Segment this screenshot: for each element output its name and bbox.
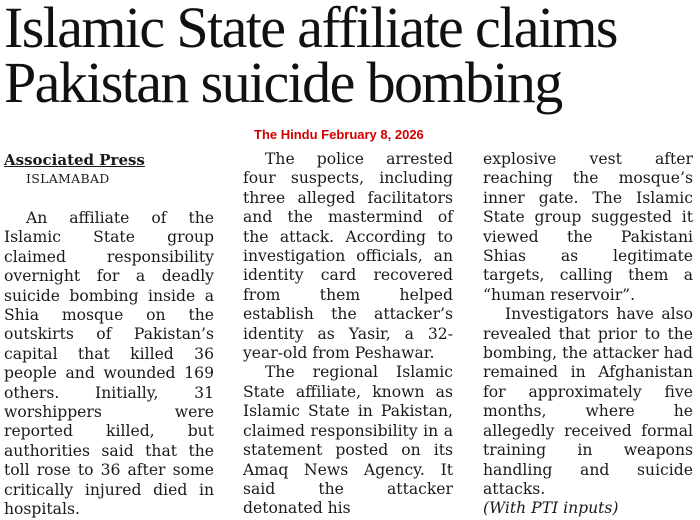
article-column-3 (483, 150, 693, 519)
paragraph-3-end: explosive vest after reaching the mosque’s inner gate. The Islamic State group suggested it viewed the Pakistani Shias as legitimate targets, calling them a “human reservoir”. (483, 150, 693, 304)
paragraph-3-start: The regional Islamic State affiliate, known as Islamic State in Pakistan, claimed responsibility in a statement posted on its Amaq News Agency. It said the attacker detonated his (243, 363, 453, 518)
article-column-1 (4, 150, 214, 520)
credit-line: (With PTI inputs) (483, 499, 619, 518)
dateline: ISLAMABAD (26, 171, 110, 186)
paragraph-2: The police arrested four suspects, including three alleged facilitators and the mastermind of the attack. According to investigation officials, an identity card recovered from them helped establish the attacker’s identity as Yasir, a 32-year-old from Peshawar. (243, 150, 453, 363)
article-headline (4, 0, 698, 115)
headline-line-2: Pakistan suicide bombing (4, 50, 562, 115)
paragraph-4: Investigators have also revealed that prior to the bombing, the attacker had remained in Afghanistan for approximately five months, where he allegedly received formal training in weapons handling and suicide attacks. (483, 305, 693, 498)
article-column-2 (243, 150, 453, 519)
source-line: The Hindu February 8, 2026 (254, 127, 424, 142)
byline: Associated Press (4, 151, 145, 169)
paragraph-1: An affiliate of the Islamic State group claimed responsibility overnight for a deadly suicide bombing inside a Shia mosque on the outskirts of Pakistan’s capital that killed 36 people and wounded 169 others. Initially, 31 worshippers were reported killed, but authorities said that the toll rose to 36 after some critically injured died in hospitals. (4, 209, 214, 519)
headline-line-1: Islamic State affiliate claims (4, 0, 617, 60)
